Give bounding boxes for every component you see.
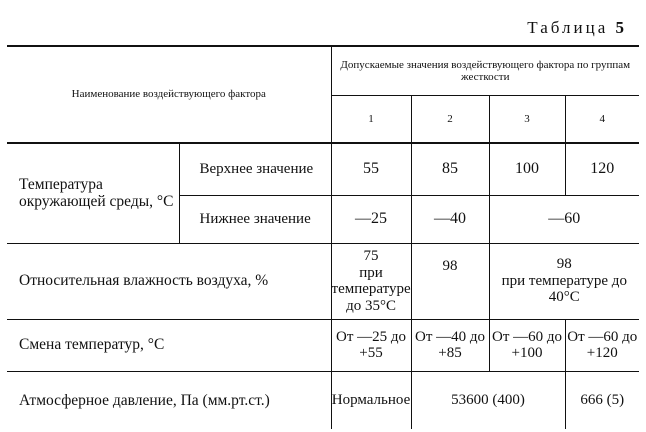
temperature-lower-g2: —40	[411, 195, 489, 243]
temp-change-g2: От —40 до +85	[411, 319, 489, 371]
header-group-1: 1	[331, 96, 411, 144]
pressure-g1: Нормальное	[331, 371, 411, 429]
pressure-g4: 666 (5)	[565, 371, 639, 429]
header-factor-name: Наименование воздействующего фактора	[7, 46, 331, 143]
humidity-g1	[331, 243, 411, 319]
temperature-upper-label: Верхнее значение	[179, 143, 331, 195]
header-group-4: 4	[565, 96, 639, 144]
humidity-label: Относительная влажность воздуха, %	[19, 272, 269, 290]
humidity-g2: 98	[411, 243, 489, 319]
temperature-lower-label: Нижнее значение	[179, 195, 331, 243]
temp-change-label: Смена температур, °С	[19, 336, 165, 354]
table-caption	[527, 18, 624, 38]
temperature-upper-g2: 85	[411, 143, 489, 195]
caption-label: Таблица	[527, 18, 609, 37]
temp-change-g3: От —60 до +100	[489, 319, 565, 371]
temperature-lower-g1: —25	[331, 195, 411, 243]
temp-change-g4: От —60 до +120	[565, 319, 639, 371]
parameters-table	[7, 45, 639, 429]
humidity-g34-value: 98	[556, 256, 572, 273]
temperature-upper-g3: 100	[489, 143, 565, 195]
header-group-3: 3	[489, 96, 565, 144]
header-group-2: 2	[411, 96, 489, 144]
header-allowed-values: Допускаемые значения воздействующего фактора по группам жесткости	[331, 46, 639, 96]
caption-number: 5	[615, 18, 624, 37]
pressure-label: Атмосферное давление, Па (мм.рт.ст.)	[19, 391, 270, 409]
temperature-label: Температура окружающей среды, °С	[19, 176, 174, 211]
temp-change-g1: От —25 до +55	[331, 319, 411, 371]
humidity-g1-value: 75	[363, 248, 379, 264]
humidity-g34	[489, 243, 639, 319]
temperature-upper-g4: 120	[565, 143, 639, 195]
humidity-g1-note: при температуре до 35°С	[331, 264, 411, 314]
pressure-g23: 53600 (400)	[411, 371, 565, 429]
temperature-lower-g34: —60	[489, 195, 639, 243]
humidity-g34-note: при температуре до 40°С	[501, 272, 627, 306]
temperature-upper-g1: 55	[331, 143, 411, 195]
